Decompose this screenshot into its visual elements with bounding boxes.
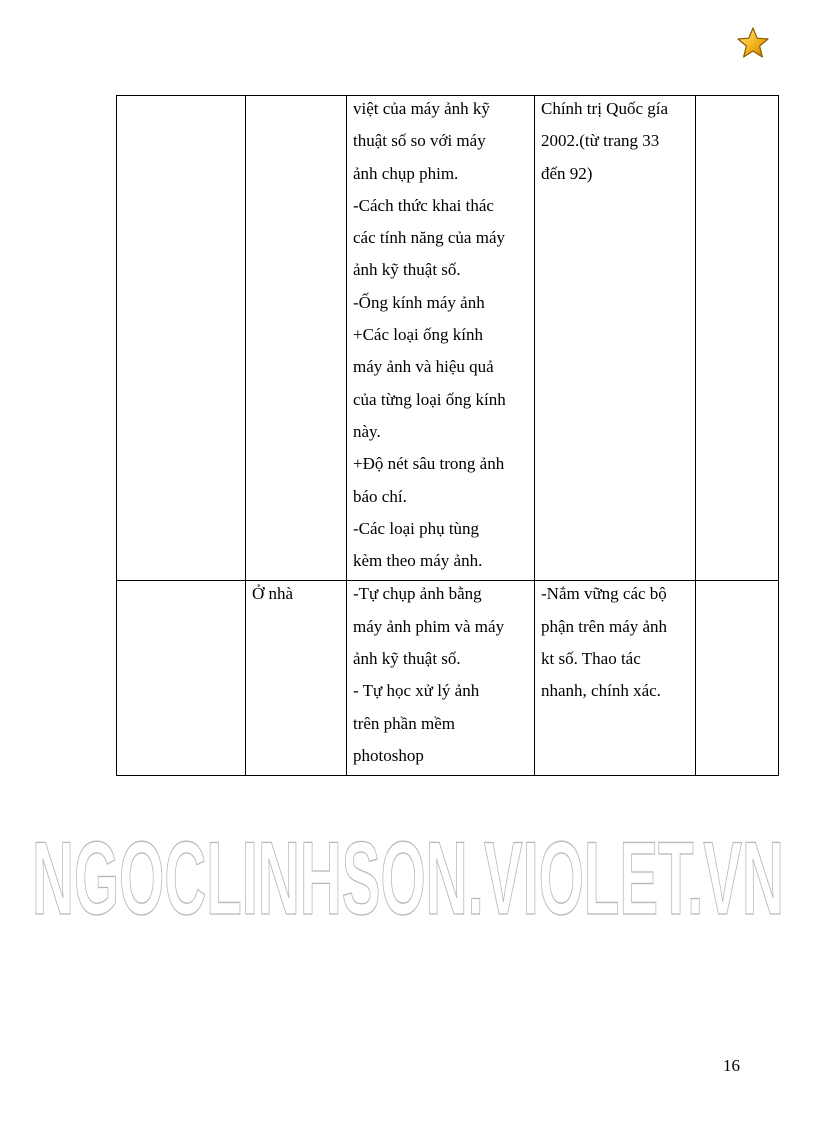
- cell-line: thuật số so với máy: [353, 131, 486, 151]
- cell-line: phận trên máy ảnh: [541, 616, 668, 636]
- cell-line: photoshop: [353, 745, 424, 765]
- table-cell: [696, 581, 779, 776]
- table-cell: [117, 581, 246, 776]
- cell-line: ảnh kỹ thuật số.: [353, 649, 461, 669]
- cell-line: -Tự chụp ảnh bằng: [353, 584, 482, 604]
- star-icon: [736, 26, 770, 60]
- cell-line: -Cách thức khai thác: [353, 195, 494, 215]
- page-number: 16: [723, 1056, 740, 1075]
- cell-line: ảnh chụp phim.: [353, 163, 459, 183]
- cell-line: của từng loại ống kính: [353, 389, 506, 409]
- content-table: [116, 95, 779, 776]
- table-cell-requirement: [535, 581, 696, 776]
- cell-line: Ở nhà: [252, 584, 294, 604]
- cell-line: +Các loại ống kính: [353, 325, 483, 345]
- cell-line: -Ống kính máy ảnh: [353, 292, 485, 312]
- cell-line: kèm theo máy ảnh.: [353, 551, 483, 571]
- table-cell: [117, 96, 246, 581]
- cell-line: việt của máy ảnh kỹ: [353, 99, 490, 118]
- cell-line: các tính năng của máy: [353, 228, 505, 248]
- table-cell-content: [347, 96, 535, 581]
- table-cell-location: [246, 581, 347, 776]
- cell-line: -Các loại phụ tùng: [353, 518, 480, 538]
- table-cell-reference: [535, 96, 696, 581]
- cell-line: máy ảnh phim và máy: [353, 616, 505, 636]
- cell-line: 2002.(từ trang 33: [541, 131, 660, 151]
- table-cell: [246, 96, 347, 581]
- cell-line: ảnh kỹ thuật số.: [353, 260, 461, 280]
- watermark-text: NGOCLINHSON.VIOLET.VN: [32, 828, 784, 928]
- cell-line: +Độ nét sâu trong ảnh: [353, 454, 505, 474]
- table-row: [117, 96, 779, 581]
- cell-line: này.: [353, 421, 381, 441]
- watermark: [30, 828, 786, 928]
- table-cell-content: [347, 581, 535, 776]
- cell-line: nhanh, chính xác.: [541, 681, 661, 701]
- table-row: [117, 581, 779, 776]
- cell-line: đến 92): [541, 163, 593, 183]
- cell-line: -Nắm vững các bộ: [541, 584, 667, 604]
- cell-line: trên phần mềm: [353, 713, 455, 733]
- cell-line: báo chí.: [353, 486, 407, 506]
- table-cell: [696, 96, 779, 581]
- cell-line: máy ảnh và hiệu quả: [353, 357, 494, 377]
- cell-line: kt số. Thao tác: [541, 649, 641, 669]
- cell-line: Chính trị Quốc gía: [541, 99, 669, 118]
- cell-line: - Tự học xử lý ảnh: [353, 681, 480, 701]
